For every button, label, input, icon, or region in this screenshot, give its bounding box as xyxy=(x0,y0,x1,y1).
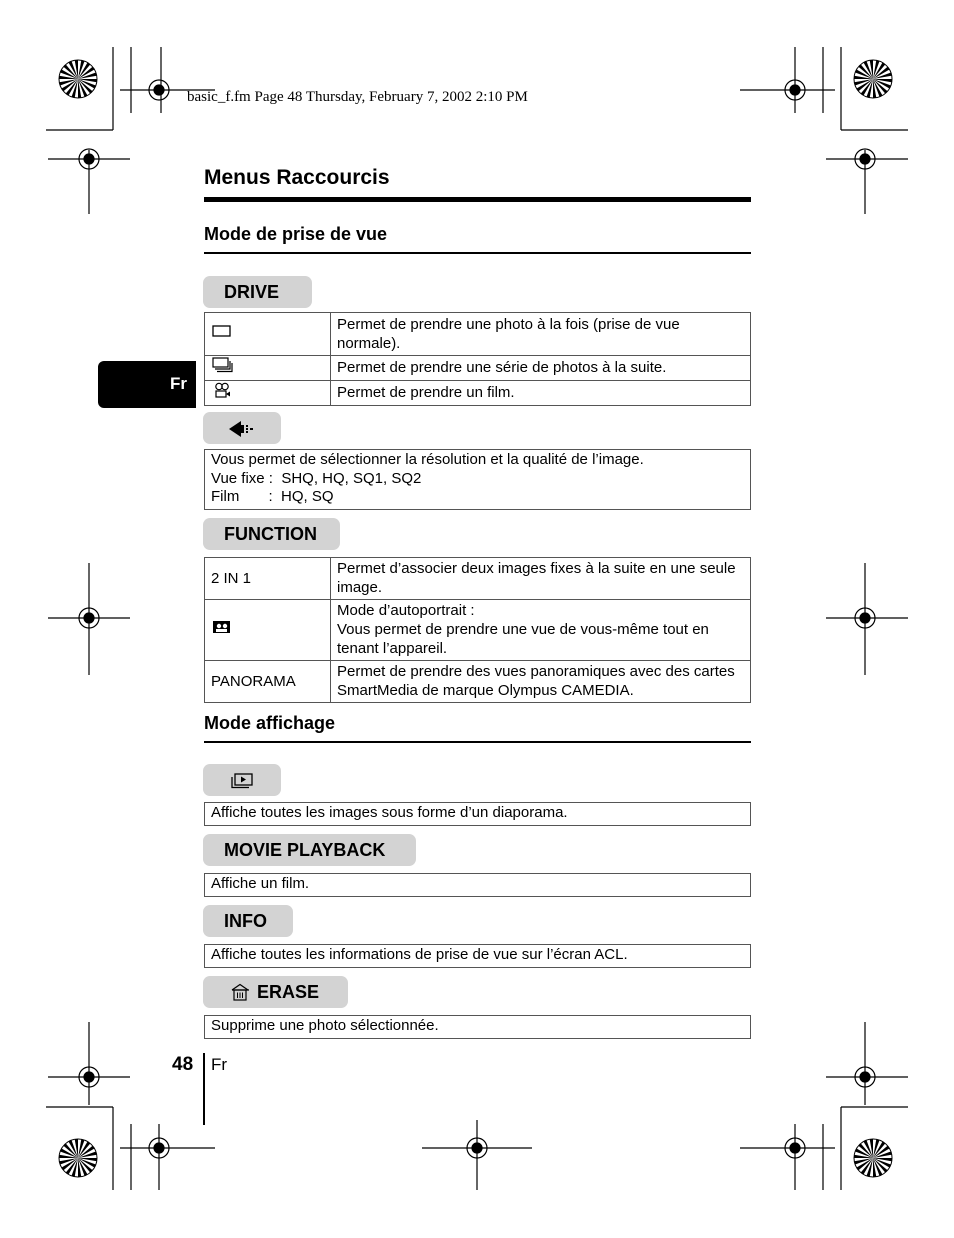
table-cell: Permet de prendre une série de photos à la suite. xyxy=(331,356,751,381)
table-cell: Permet de prendre une photo à la fois (prise de vue normale). xyxy=(331,313,751,356)
info-tab xyxy=(203,905,293,937)
self-portrait-line: Mode d’autoportrait : xyxy=(337,602,475,619)
movie-playback-tab-label: MOVIE PLAYBACK xyxy=(224,840,386,860)
info-description: Affiche toutes les informations de prise de vue sur l’écran ACL. xyxy=(204,944,751,968)
sequential-shooting-icon xyxy=(211,357,233,373)
trash-icon xyxy=(229,983,251,1003)
shooting-mode-rule xyxy=(204,252,751,254)
erase-description: Supprime une photo sélectionnée. xyxy=(204,1015,751,1039)
table-row xyxy=(205,381,751,406)
language-side-tab xyxy=(98,361,196,408)
slideshow-description: Affiche toutes les images sous forme d’un diaporama. xyxy=(204,802,751,826)
movie-playback-tab xyxy=(203,834,416,866)
image-quality-line: Film : HQ, SQ xyxy=(211,488,334,505)
starburst-mark xyxy=(854,1139,892,1177)
image-quality-icon xyxy=(228,419,258,439)
table-cell xyxy=(331,600,751,661)
image-quality-line: Vue fixe : SHQ, HQ, SQ1, SQ2 xyxy=(211,469,422,487)
image-quality-line: Vous permet de sélectionner la résolution et la qualité de l’image. xyxy=(211,451,644,468)
page-title: Menus Raccourcis xyxy=(204,166,390,189)
drive-tab xyxy=(203,276,312,308)
starburst-mark xyxy=(854,60,892,98)
self-portrait-line: Vous permet de prendre une vue de vous-même tout en tenant l’appareil. xyxy=(337,621,709,657)
table-cell: Permet d’associer deux images fixes à la suite en une seule image. xyxy=(331,558,751,600)
function-tab-label: FUNCTION xyxy=(224,524,317,544)
erase-tab-label: ERASE xyxy=(257,982,320,1002)
erase-tab xyxy=(203,976,348,1008)
language-side-tab-label: Fr xyxy=(170,374,187,393)
file-info-header: basic_f.fm Page 48 Thursday, February 7, 2002 2:10 PM xyxy=(187,89,528,105)
table-cell: 2 IN 1 xyxy=(205,558,331,600)
movie-camera-icon xyxy=(211,382,233,398)
image-quality-tab xyxy=(203,412,281,444)
table-row xyxy=(205,313,751,356)
starburst-mark xyxy=(59,1139,97,1177)
table-cell: Permet de prendre des vues panoramiques avec des cartes SmartMedia de marque Olympus CAMEDIA. xyxy=(331,661,751,703)
drive-tab-label: DRIVE xyxy=(224,282,280,302)
table-cell xyxy=(205,313,331,356)
table-cell xyxy=(205,356,331,381)
page-language: Fr xyxy=(211,1055,228,1074)
playback-mode-rule xyxy=(204,741,751,743)
starburst-mark xyxy=(59,60,97,98)
table-row xyxy=(205,600,751,661)
page-number: 48 xyxy=(172,1054,194,1075)
table-cell xyxy=(205,600,331,661)
function-table xyxy=(204,557,751,703)
table-cell xyxy=(205,381,331,406)
table-row xyxy=(205,661,751,703)
footer-rule xyxy=(203,1053,205,1125)
table-cell: Permet de prendre un film. xyxy=(331,381,751,406)
function-tab xyxy=(203,518,340,550)
single-frame-icon xyxy=(211,324,233,338)
self-portrait-icon xyxy=(211,619,233,635)
table-row xyxy=(205,356,751,381)
shooting-mode-heading: Mode de prise de vue xyxy=(204,224,388,244)
table-cell: PANORAMA xyxy=(205,661,331,703)
slideshow-tab xyxy=(203,764,281,796)
movie-playback-description: Affiche un film. xyxy=(204,873,751,897)
playback-mode-heading: Mode affichage xyxy=(204,713,336,733)
table-row xyxy=(205,558,751,600)
image-quality-description xyxy=(204,449,751,510)
info-tab-label: INFO xyxy=(224,911,267,931)
slideshow-icon xyxy=(229,772,255,790)
drive-table xyxy=(204,312,751,406)
title-rule xyxy=(204,197,751,202)
